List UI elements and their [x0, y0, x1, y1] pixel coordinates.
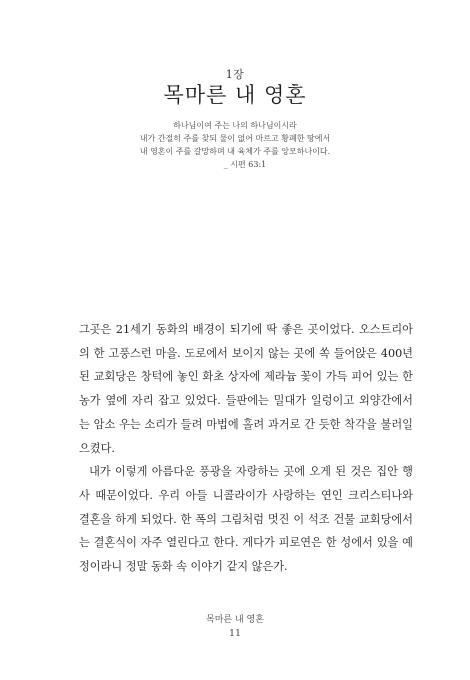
- body-paragraph: 내가 이렇게 아름다운 풍광을 자랑하는 곳에 오게 된 것은 집안 행사 때문이었다. 우리 아들 니콜라이가 사랑하는 연인 크리스티나와 결혼을 하게 되었다. 한 폭의 그림처럼 멋진 이 석조 건물 교회당에서는 결혼식이 자주 열린다고 한다. 게다가 피로연은 한 성에서 있을 예정이라니 정말 동화 속 이야기 같지 않은가.: [79, 465, 413, 574]
- page-number: 11: [228, 628, 242, 639]
- epigraph-source: _ 시편 63:1: [223, 160, 267, 169]
- body-paragraph: 그곳은 21세기 동화의 배경이 되기에 딱 좋은 곳이었다. 오스트리아의 한 고풍스런 마을. 도로에서 보이지 않는 곳에 쏙 들어앉은 400년 된 교회당은 창턱에 놓인 화초 상자에 제라늄 꽃이 가득 피어 있는 한 농가 옆에 자리 잡고 있었다. 들판에는 밀대가 일렁이고 외양간에서는 암소 우는 소리가 들려 마법에 홀려 과거로 간 듯한 착각을 불러일으켰다.: [79, 323, 413, 455]
- epigraph-line: 하나님이여 주는 나의 하나님이시라: [173, 121, 297, 130]
- body-text: [79, 318, 413, 579]
- chapter-title: 목마른 내 영혼: [163, 83, 307, 107]
- running-title: 목마른 내 영혼: [206, 615, 264, 625]
- epigraph: [0, 119, 470, 171]
- chapter-number: 1장: [225, 68, 245, 81]
- epigraph-line: 내 영혼이 주를 갈망하며 내 육체가 주를 앙모하나이다.: [139, 147, 331, 156]
- epigraph-line: 내가 간절히 주를 찾되 물이 없어 마르고 황폐한 땅에서: [139, 134, 331, 143]
